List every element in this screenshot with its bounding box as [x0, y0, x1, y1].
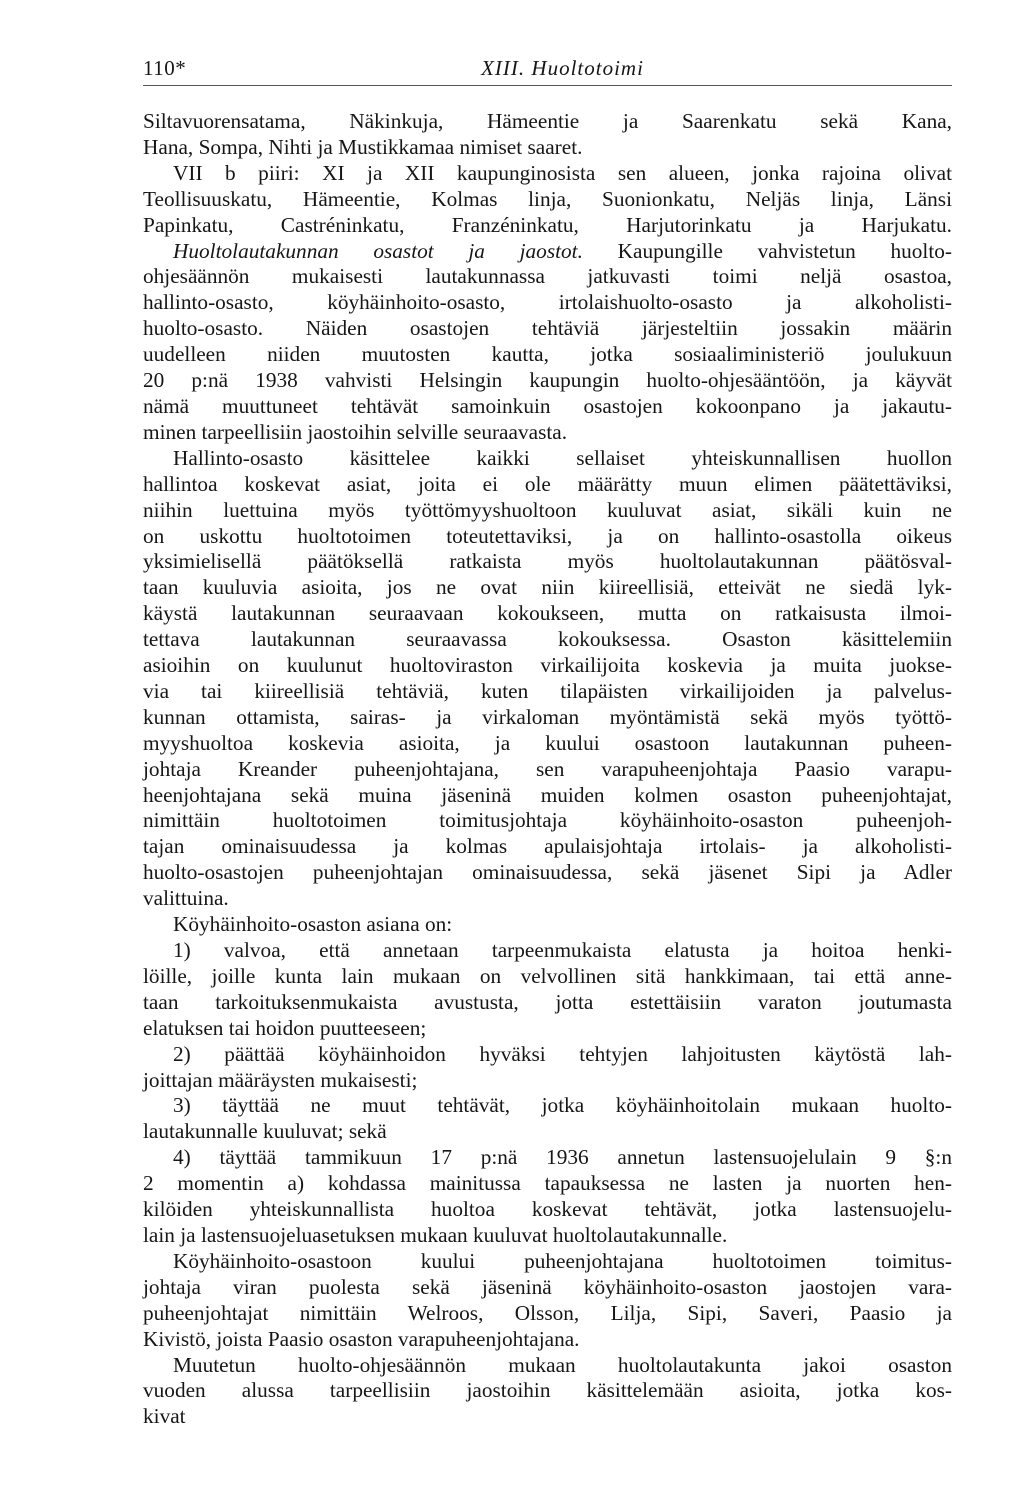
text-line: 2) päättää köyhäinhoidon hyväksi tehtyjen lahjoitusten käytöstä lah-	[173, 1041, 952, 1066]
text-line: Teollisuuskatu, Hämeentie, Kolmas linja, Suonionkatu, Neljäs linja, Länsi	[143, 186, 952, 211]
text-line: valittuina.	[143, 886, 229, 911]
text-line: kivat	[143, 1404, 186, 1429]
text-line: joittajan määräysten mukaisesti;	[143, 1067, 418, 1092]
text-line: taan tarkoituksenmukaista avustusta, jotta estettäisiin varaton joutumasta	[143, 989, 952, 1014]
running-header	[143, 48, 952, 88]
text-line: kilöiden yhteiskunnallista huoltoa koskevat tehtävät, jotka lastensuojelu-	[143, 1197, 952, 1222]
text-line: puheenjohtajat nimittäin Welroos, Olsson, Lilja, Sipi, Saveri, Paasio ja	[143, 1300, 952, 1325]
text-line: myyshuoltoa koskevia asioita, ja kuului osastoon lautakunnan puheen-	[143, 730, 952, 755]
text-line: johtaja viran puolesta sekä jäseninä köyhäinhoito-osaston jaostojen vara-	[143, 1274, 952, 1299]
text-line: vuoden alussa tarpeellisiin jaostoihin käsittelemään asioita, jotka kos-	[143, 1378, 952, 1403]
text-line: nämä muuttuneet tehtävät samoinkuin osastojen kokoonpano ja jakautu-	[143, 393, 952, 418]
text-line: lain ja lastensuojeluasetuksen mukaan kuuluvat huoltolautakunnalle.	[143, 1222, 728, 1247]
text-line: taan kuuluvia asioita, jos ne ovat niin kiireellisiä, etteivät ne siedä lyk-	[143, 575, 952, 600]
text-line: lautakunnalle kuuluvat; sekä	[143, 1119, 387, 1144]
text-line: huolto-osasto. Näiden osastojen tehtäviä järjesteltiin jossakin määrin	[143, 316, 952, 341]
text-line: ohjesäännön mukaisesti lautakunnassa jatkuvasti toimi neljä osastoa,	[143, 264, 952, 289]
text-line: kunnan ottamista, sairas- ja virkaloman myöntämistä sekä myös työttö-	[143, 704, 952, 729]
text-line: nimittäin huoltotoimen toimitusjohtaja köyhäinhoito-osaston puheenjoh-	[143, 808, 952, 833]
text-line: 2 momentin a) kohdassa mainitussa tapauksessa ne lasten ja nuorten hen-	[143, 1171, 952, 1196]
text-line: yksimielisellä päätöksellä ratkaista myös huoltolautakunnan päätösval-	[143, 549, 952, 574]
text-line: Muutetun huolto-ohjesäännön mukaan huoltolautakunta jakoi osaston	[173, 1352, 952, 1377]
body-text	[143, 109, 952, 1430]
text-line: elatuksen tai hoidon puutteeseen;	[143, 1015, 427, 1040]
text-line: asioihin on kuulunut huoltoviraston virkailijoita koskevia ja muita juokse-	[143, 653, 952, 678]
text-line: 1) valvoa, että annetaan tarpeenmukaista elatusta ja hoitoa henki-	[173, 938, 952, 962]
text-fragment: Kaupungille vahvistetun huolto-	[582, 238, 952, 263]
text-line: tajan ominaisuudessa ja kolmas apulaisjohtaja irtolais- ja alkoholisti-	[143, 834, 952, 859]
header-rule	[143, 85, 952, 86]
text-line: Köyhäinhoito-osaston asiana on:	[173, 912, 453, 937]
text-line: hallinto-osasto, köyhäinhoito-osasto, irtolaishuolto-osasto ja alkoholisti-	[143, 290, 952, 315]
text-line: Hana, Sompa, Nihti ja Mustikkamaa nimiset saaret.	[143, 134, 583, 159]
text-line: Siltavuorensatama, Näkinkuja, Hämeentie ja Saarenkatu sekä Kana,	[143, 109, 952, 133]
text-line: VII b piiri: XI ja XII kaupunginosista sen alueen, jonka rajoina olivat	[173, 160, 952, 185]
chapter-title: XIII. Huoltotoimi	[481, 56, 644, 80]
section-heading: Huoltolautakunnan osastot ja jaostot.	[173, 238, 583, 263]
text-line: käystä lautakunnan seuraavaan kokoukseen, mutta on ratkaisusta ilmoi-	[143, 601, 952, 626]
text-line: hallintoa koskevat asiat, joita ei ole määrätty muun elimen päätettäviksi,	[143, 471, 952, 496]
text-line: Hallinto-osasto käsittelee kaikki sellaiset yhteiskunnallisen huollon	[173, 445, 952, 470]
text-line: 3) täyttää ne muut tehtävät, jotka köyhäinhoitolain mukaan huolto-	[173, 1093, 952, 1118]
page-number: 110*	[143, 56, 187, 80]
text-line: Kivistö, joista Paasio osaston varapuheenjohtajana.	[143, 1326, 580, 1351]
text-line: Köyhäinhoito-osastoon kuului puheenjohtajana huoltotoimen toimitus-	[173, 1248, 952, 1273]
text-line: 20 p:nä 1938 vahvisti Helsingin kaupungin huolto-ohjesääntöön, ja käyvät	[143, 368, 952, 393]
text-line: johtaja Kreander puheenjohtajana, sen varapuheenjohtaja Paasio varapu-	[143, 756, 952, 781]
text-line: 4) täyttää tammikuun 17 p:nä 1936 annetun lastensuojelulain 9 §:n	[173, 1145, 952, 1170]
text-line: minen tarpeellisiin jaostoihin selville seuraavasta.	[143, 419, 568, 444]
text-line: Papinkatu, Castréninkatu, Franzéninkatu, Harjutorinkatu ja Harjukatu.	[143, 212, 952, 237]
text-line: tettava lautakunnan seuraavassa kokouksessa. Osaston käsittelemiin	[143, 627, 952, 652]
text-line: uudelleen niiden muutosten kautta, jotka sosiaaliministeriö joulukuun	[143, 342, 952, 367]
text-line: via tai kiireellisiä tehtäviä, kuten tilapäisten virkailijoiden ja palvelus-	[143, 678, 952, 703]
text-line: heenjohtajana sekä muina jäseninä muiden kolmen osaston puheenjohtajat,	[143, 782, 952, 807]
text-line: löille, joille kunta lain mukaan on velvollinen sitä hankkimaan, tai että anne-	[143, 963, 952, 988]
text-line: on uskottu huoltotoimen toteutettaviksi, ja on hallinto-osastolla oikeus	[143, 523, 952, 548]
text-line	[143, 239, 952, 265]
text-line: niihin luettuina myös työttömyyshuoltoon kuuluvat asiat, sikäli kuin ne	[143, 497, 952, 522]
text-line: huolto-osastojen puheenjohtajan ominaisuudessa, sekä jäsenet Sipi ja Adler	[143, 860, 952, 885]
